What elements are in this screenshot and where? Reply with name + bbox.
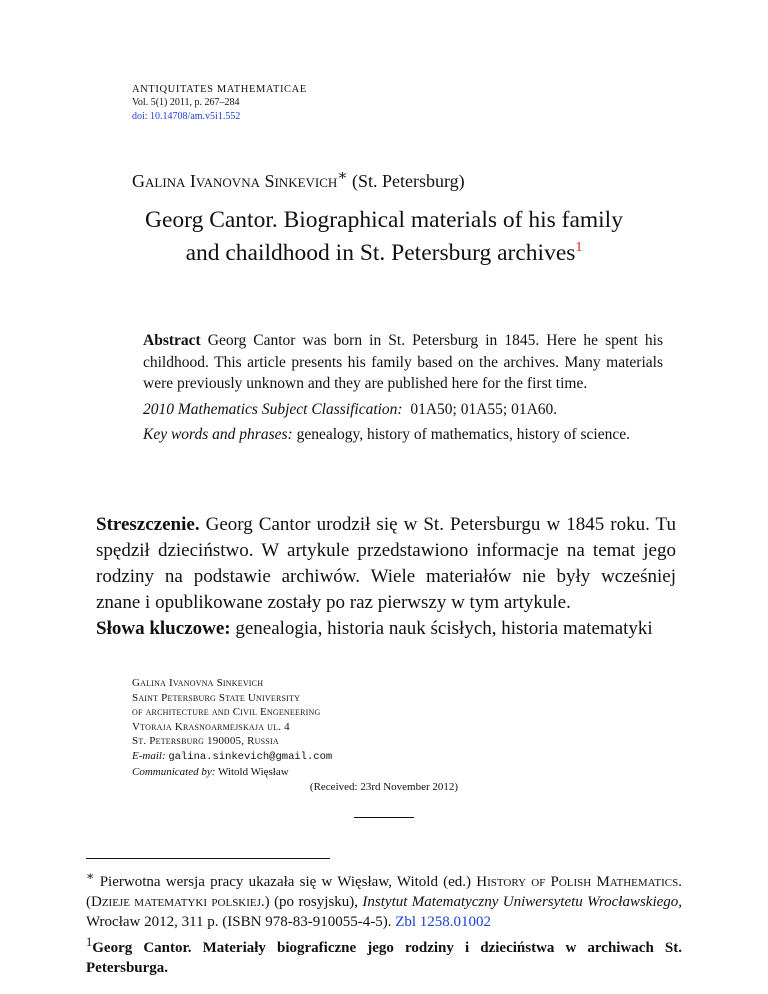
title-line-2: and chaildhood in St. Petersburg archives$^1$ — [185, 239, 583, 266]
footnotes — [86, 866, 682, 978]
communicated-line — [132, 765, 332, 780]
streszczenie-body — [96, 512, 676, 616]
msc-value: 01A50; 01A55; 01A60. — [410, 400, 558, 418]
doi-link[interactable]: doi: 10.14708/am.v5i1.552 — [132, 111, 241, 122]
abstract — [143, 330, 663, 446]
author-line — [132, 166, 465, 192]
journal-name: ANTIQUITATES MATHEMATICAE — [132, 84, 307, 95]
communicated-label: Communicated by: — [132, 765, 216, 778]
title-line-1: Georg Cantor. Biographical materials of his family — [145, 207, 623, 233]
section-separator — [354, 817, 414, 818]
address-department: of architecture and Civil Engeneering — [132, 706, 321, 719]
abstract-keywords — [143, 424, 663, 446]
address-name: Galina Ivanovna Sinkevich — [132, 677, 264, 689]
journal-volume: Vol. 5(1) 2011, p. 267–284 — [132, 97, 240, 108]
msc-classification — [143, 399, 663, 421]
footnote-1-mark: ∗ — [86, 869, 95, 883]
streszczenie — [96, 512, 676, 642]
abstract-label: Abstract — [143, 332, 201, 349]
footnote-2-mark: 1 — [86, 935, 93, 949]
footnote-series-pl: (Dzieje matematyki polskiej.) — [86, 894, 270, 910]
abstract-text: Georg Cantor was born in St. Petersburg in 1845. Here he spent his childhood. This article presents his family based on the archives. Many materials were previously unknown and they are published here for the first time. — [143, 332, 663, 392]
received-date: (Received: 23rd November 2012) — [309, 781, 459, 793]
email-label: E-mail: — [132, 749, 166, 762]
abstract-body — [143, 330, 663, 395]
footnote-1: ∗ Pierwotna wersja pracy ukazała się w Więsław, Witold (ed.) History of Polish Mathematics. (Dzieje matematyki polskiej.) (po rosyjsku), Instytut Matematyczny Uniwersytetu Wrocławskiego, Wrocław 2012, 311 p. (ISBN 978-83-910055-4-5). Zbl 1258.01002 — [86, 869, 683, 930]
footnote-2 — [86, 932, 682, 978]
slowa-kluczowe-label: Słowa kluczowe: — [96, 618, 231, 639]
author-location: (St. Petersburg) — [352, 171, 465, 191]
slowa-kluczowe-value: genealogia, historia nauk ścisłych, historia matematyki — [235, 618, 653, 639]
footnote-rule — [86, 858, 330, 859]
address-street: Vtoraja Krasnoarmejskaja ul. 4 — [132, 720, 290, 733]
zbl-link[interactable]: Zbl 1258.01002 — [395, 914, 492, 930]
streszczenie-label: Streszczenie. — [96, 514, 200, 535]
communicated-value: Witold Więsław — [217, 765, 289, 778]
keywords-label: Key words and phrases: — [143, 426, 293, 443]
footnote-publisher: Instytut Matematyczny Uniwersytetu Wrocławskiego — [362, 894, 679, 910]
address-email-line — [132, 749, 332, 765]
address-city: St. Petersburg 190005, Russia — [132, 735, 279, 748]
address-institution: Saint Petersburg State University — [132, 691, 301, 704]
msc-label: 2010 Mathematics Subject Classification: — [143, 400, 403, 418]
footnote-2-text: Georg Cantor. Materiały biograficzne jego rodziny i dzieciństwa w archiwach St. Petersburga. — [86, 940, 682, 976]
streszczenie-text: Georg Cantor urodził się w St. Petersburgu w 1845 roku. Tu spędził dzieciństwo. W artykule przedstawiono informacje na temat jego rodziny na podstawie archiwów. Wiele materiałów nie były wcześniej znane i opublikowane zostały po raz pierwszy w tym artykule. — [96, 514, 676, 613]
footnote-series: History of Polish Mathematics. — [476, 874, 682, 890]
keywords-value: genealogy, history of mathematics, history of science. — [296, 426, 631, 443]
streszczenie-keywords — [96, 616, 676, 642]
author-footnote-mark[interactable]: ∗ — [337, 168, 348, 184]
title-footnote-mark[interactable]: 1 — [575, 240, 583, 255]
paper-title — [84, 206, 684, 267]
author-name: Galina Ivanovna Sinkevich — [132, 171, 338, 191]
author-address — [132, 676, 332, 779]
email-value[interactable]: galina.sinkevich@gmail.com — [168, 750, 333, 763]
